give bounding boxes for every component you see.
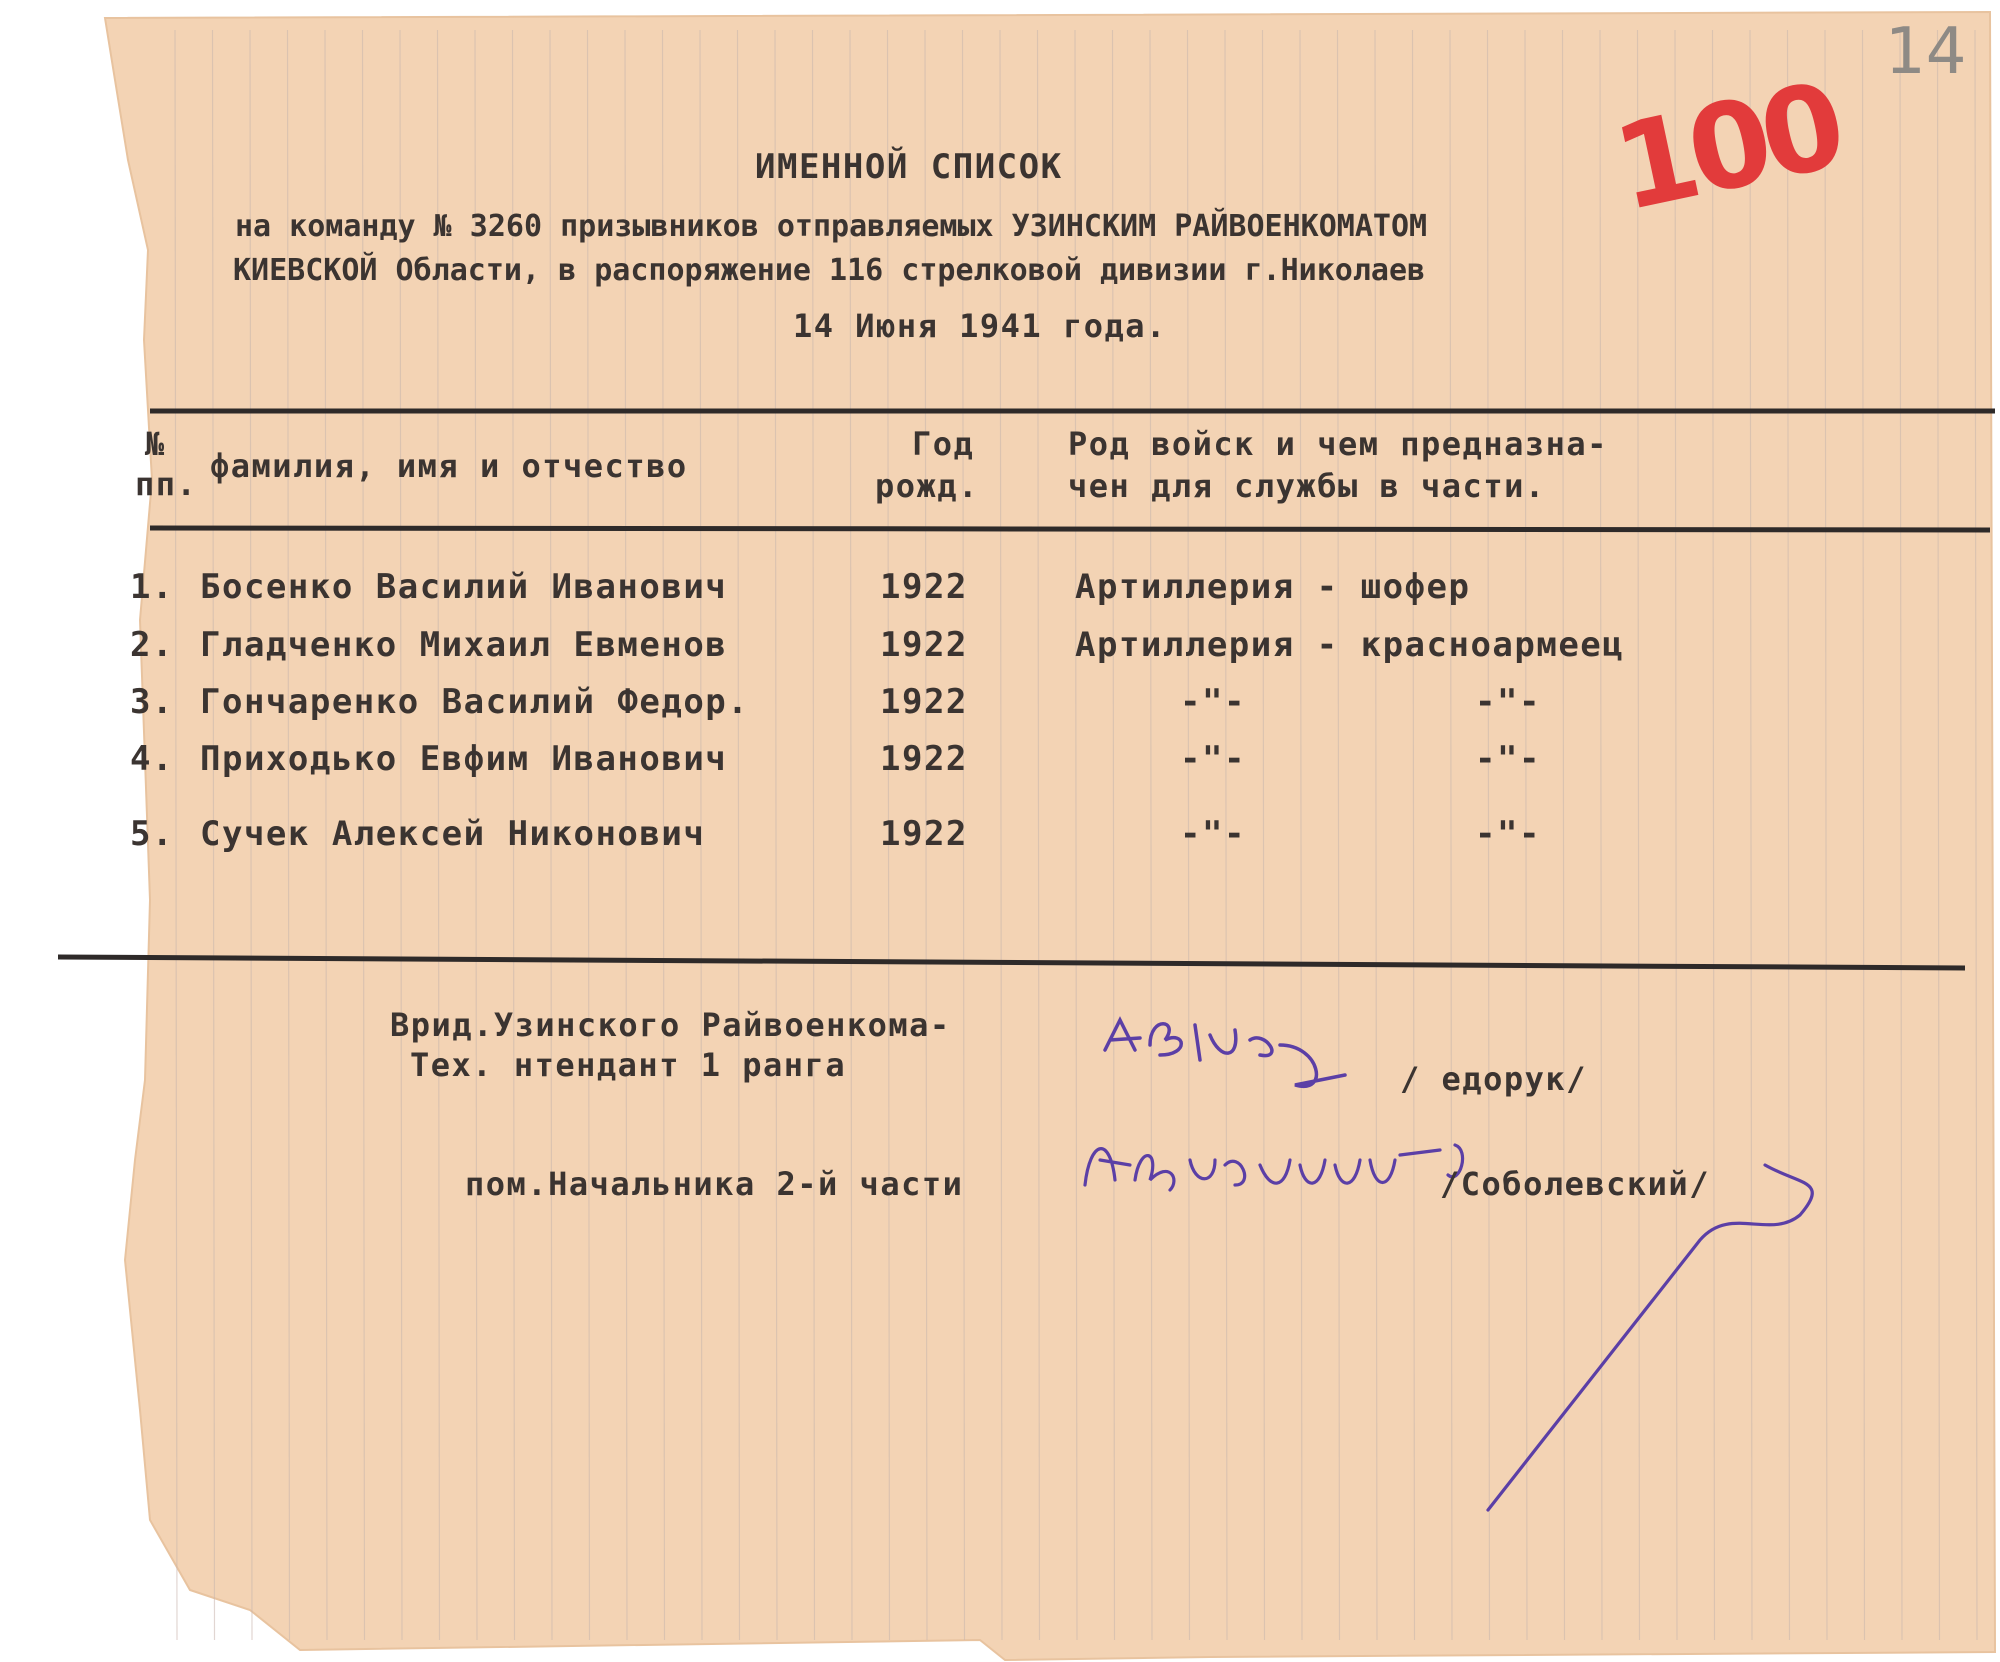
- document-subtitle-line-2: КИЕВСКОЙ Области, в распоряжение 116 стрелковой дивизии г.Николаев: [233, 253, 1426, 288]
- header-year-line-1: Год: [912, 425, 975, 463]
- red-pencil-mark: 100: [1603, 56, 1850, 238]
- document-date: 14 Июня 1941 года.: [793, 307, 1167, 345]
- row-service-ditto-a: -"-: [1180, 682, 1246, 722]
- row-name: Приходько Евфим Иванович: [200, 739, 728, 779]
- header-service-line-1: Род войск и чем предназна-: [1068, 425, 1608, 463]
- signature-title-line-1: Врид.Узинского Райвоенкома-: [390, 1006, 951, 1044]
- row-number: 5.: [130, 814, 174, 854]
- row-year: 1922: [880, 682, 968, 722]
- row-service: Артиллерия - красноармеец: [1075, 625, 1625, 665]
- table-header-rule: [150, 528, 1990, 530]
- row-service-ditto-b: -"-: [1475, 814, 1541, 854]
- signature-title-line-3: пом.Начальника 2-й части: [465, 1165, 964, 1203]
- row-service-ditto-b: -"-: [1475, 682, 1541, 722]
- row-number: 3.: [130, 682, 174, 722]
- row-name: Босенко Василий Иванович: [200, 567, 728, 607]
- row-name: Гладченко Михаил Евменов: [200, 625, 728, 665]
- row-year: 1922: [880, 567, 968, 607]
- header-num-line-1: №: [145, 425, 166, 463]
- row-year: 1922: [880, 739, 968, 779]
- header-year-line-2: рожд.: [875, 467, 979, 505]
- row-number: 2.: [130, 625, 174, 665]
- header-service-line-2: чен для службы в части.: [1068, 467, 1546, 505]
- row-number: 1.: [130, 567, 174, 607]
- row-service-ditto-a: -"-: [1180, 739, 1246, 779]
- document-subtitle-line-1: на команду № 3260 призывников отправляемых УЗИНСКИМ РАЙВОЕНКОМАТОМ: [235, 209, 1428, 244]
- row-year: 1922: [880, 814, 968, 854]
- header-num-line-2: пп.: [135, 465, 198, 503]
- row-name: Сучек Алексей Никонович: [200, 814, 706, 854]
- row-number: 4.: [130, 739, 174, 779]
- row-service: Артиллерия - шофер: [1075, 567, 1471, 607]
- row-name: Гончаренко Василий Федор.: [200, 682, 750, 722]
- document-title: ИМЕННОЙ СПИСОК: [755, 147, 1063, 187]
- row-service-ditto-a: -"-: [1180, 814, 1246, 854]
- signature-name-2: /Соболевский/: [1440, 1165, 1710, 1203]
- row-year: 1922: [880, 625, 968, 665]
- header-name: фамилия, имя и отчество: [210, 447, 688, 485]
- signature-title-line-2: Тех. нтендант 1 ранга: [410, 1046, 847, 1084]
- row-service-ditto-b: -"-: [1475, 739, 1541, 779]
- signature-name-1: / едорук/: [1400, 1060, 1587, 1098]
- pencil-page-number: 14: [1885, 15, 1967, 89]
